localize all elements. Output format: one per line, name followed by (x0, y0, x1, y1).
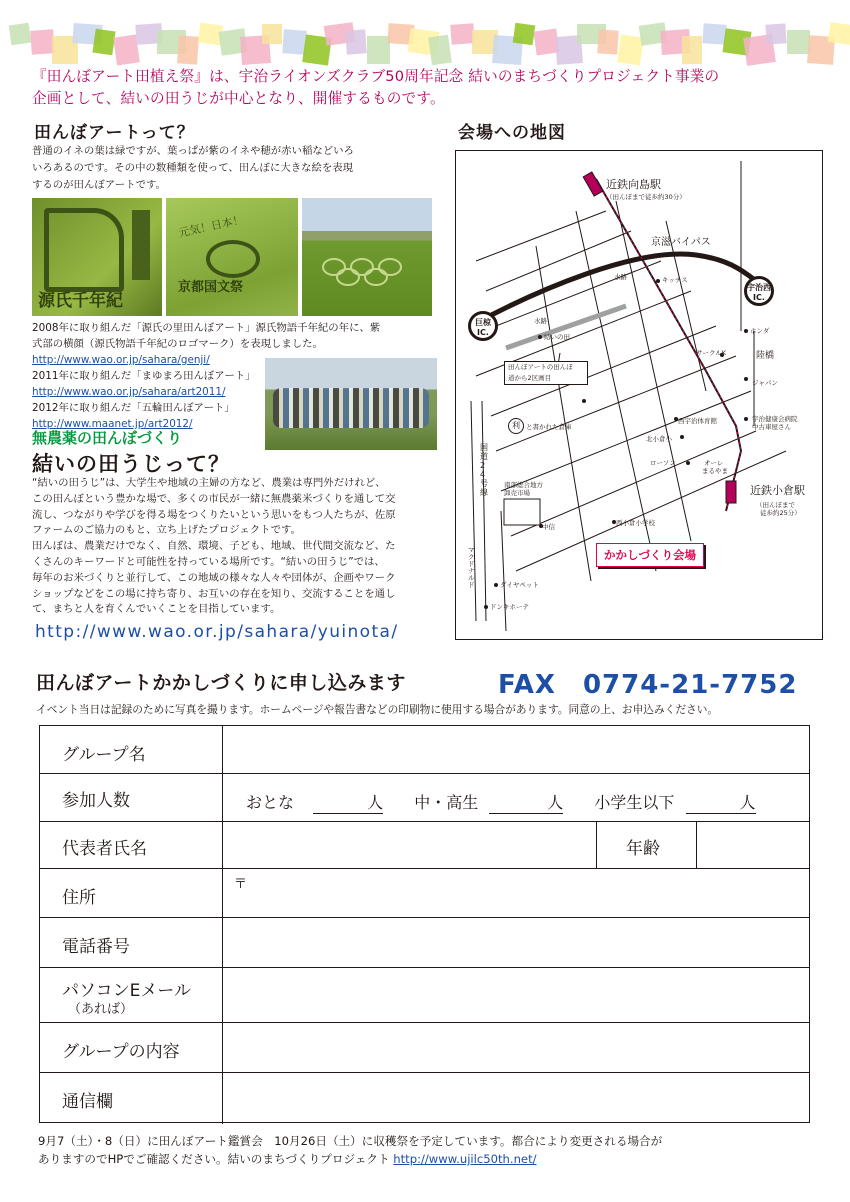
about-line-2: いろあるのです。その中の数種類を使って、田んぼに大きな絵を表現 (32, 162, 354, 174)
map-label-nishiogura-school: 西小倉小学校 (616, 519, 655, 527)
map-tanbo-callout (504, 361, 588, 385)
map-label-chushin: 中信 (542, 523, 555, 531)
decorative-square (828, 22, 850, 46)
map-label-ogura-sub-2: 徒歩約25分） (760, 509, 801, 517)
photo-genki-caption: 元気！日本！ (177, 213, 245, 240)
row-group-content (40, 1023, 809, 1073)
map-label-mcdonalds: マクドナルド (468, 546, 475, 589)
input-group-name[interactable] (224, 728, 807, 771)
about-line-1: 普通のイネの葉は緑ですが、葉っぱが紫のイネや穂が赤い稲などいろ (32, 145, 354, 157)
photo-consent-note: イベント当日は記録のために写真を撮ります。ホームページや報告書などの印刷物に使用する場合があります。同意の上、お申込みください。 (36, 703, 719, 716)
label-participants: 参加人数 (62, 791, 130, 811)
map-label-ogura-station: 近鉄小倉駅 (750, 484, 805, 497)
label-elementary: 小学生以下 (594, 793, 675, 812)
decorative-square (92, 29, 115, 56)
map-label-daiyavet: ダイヤペット (500, 581, 539, 589)
history-2008-cont: 式部の横顔（源氏物語千年紀のロゴマーク）を表現しました。 (32, 338, 323, 350)
map-label-overpass: 陸橋 (756, 351, 775, 361)
map-label-warehouse: と書かれた倉庫 (526, 423, 572, 431)
history-2011-link[interactable]: http://www.wao.or.jp/sahara/art2011/ (32, 386, 226, 398)
map-label-ujinishi-ic: 宇治西 IC. (747, 283, 771, 302)
history-2011: 2011年に取り組んだ「まゆまろ田んぼアート」 (32, 370, 256, 382)
input-email[interactable] (224, 970, 807, 1020)
label-middle-high: 中・高生 (414, 793, 479, 812)
map-tanbo-callout-2: 道から2区画目 (508, 374, 552, 382)
map-label-yuinota-field: 結いの田 (544, 333, 570, 341)
map-label-kitaogura-school: 北小倉小 (646, 435, 672, 443)
map-label-lawson: ローソン (650, 459, 676, 467)
decorative-square (597, 29, 619, 54)
map-label-circle-k: サークルK (696, 349, 727, 357)
decorative-square (513, 23, 536, 46)
label-email-optional: （あれば） (68, 1002, 134, 1017)
history-2008-link[interactable]: http://www.wao.or.jp/sahara/genji/ (32, 354, 210, 366)
input-address[interactable] (250, 871, 807, 915)
label-comment: 通信欄 (62, 1092, 113, 1112)
map-label-auru: オーレ (704, 459, 724, 467)
map-label-uji-hospital: 宇治健康会病院 (752, 415, 798, 423)
postal-mark: 〒 (234, 877, 248, 892)
label-group-content: グループの内容 (62, 1042, 180, 1062)
map-heading: 会場への地図 (458, 123, 566, 143)
yui-line: ファームのご協力のもと、立ち上げたプロジェクトです。 (32, 524, 301, 537)
yui-url-link[interactable]: http://www.wao.or.jp/sahara/yuinota/ (35, 622, 399, 642)
input-middle-high-count[interactable] (489, 790, 563, 814)
map-label-bypass: 京滋バイパス (651, 237, 711, 248)
map-label-waterway-2: 水路 (534, 317, 547, 325)
yui-line: 毎年のお米づくりと並行して、この地域の様々な人々や団体が、企画やワーク (32, 571, 396, 584)
history-2012-link[interactable]: http://www.maanet.jp/art2012/ (32, 418, 193, 430)
map-label-ogura-sub-1: （田んぼまで (756, 501, 795, 509)
intro-line-1: 『田んぼアート田植え祭』は、宇治ライオンズクラブ50周年記念 結いのまちづくりプロジェクト事業の (32, 68, 720, 85)
decorative-square (262, 24, 282, 44)
intro-line-2: 企画として、結いの田うじが中心となり、開催するものです。 (32, 90, 445, 107)
label-age: 年齢 (626, 839, 660, 859)
row-group-name (40, 726, 809, 774)
map-label-japan: ジャパン (752, 379, 778, 387)
unit-adult: 人 (367, 793, 384, 812)
decorative-square (345, 29, 367, 54)
yui-subtitle: 無農薬の田んぼづくり (32, 429, 183, 447)
photo-group (265, 358, 437, 450)
map-ujinishi-ic (744, 276, 774, 306)
yui-line: “結いの田うじ”は、大学生や地域の主婦の方など、農業は専門外だけれど、 (32, 477, 386, 489)
about-line-3: するのが田んぼアートです。 (32, 179, 166, 191)
row-comment (40, 1073, 809, 1124)
input-phone[interactable] (224, 920, 807, 965)
photo-kyoto-caption: 京都国文祭 (178, 280, 244, 295)
history-2008: 2008年に取り組んだ「源氏の里田んぼアート」源氏物語千年紀の年に、紫 (32, 322, 381, 334)
row-participants (40, 774, 809, 822)
map-label-honda: ホンダ (750, 327, 770, 335)
unit-elementary: 人 (739, 793, 756, 812)
footer-note (38, 1132, 662, 1168)
row-phone (40, 918, 809, 968)
row-email (40, 968, 809, 1023)
map-label-kitchens: キッチス (662, 276, 688, 284)
map-label-kojo-ic: 巨椋 IC. (475, 318, 491, 337)
footer-url-link[interactable]: http://www.ujilc50th.net/ (393, 1152, 537, 1166)
input-age[interactable] (698, 824, 807, 866)
application-form (39, 725, 810, 1123)
yui-line: 流し、つながりや学びを得る場をつくりたいという思いをもつ人たちが、佐原 (32, 508, 396, 521)
label-email: パソコンEメール (62, 981, 192, 1001)
participants-fields (246, 790, 756, 814)
row-representative (40, 822, 809, 869)
label-adult: おとな (246, 793, 295, 812)
input-comment[interactable] (224, 1075, 807, 1122)
about-text (32, 143, 442, 194)
yui-line: て、まちと人を育くんでいくことを目指しています。 (32, 603, 281, 616)
row-address (40, 869, 809, 918)
decorative-square (428, 35, 452, 66)
map-label-maruyama: まるやま (702, 467, 728, 475)
photo-kyoto-tanbo-art (166, 198, 298, 316)
map-label-used-car: 中古車屋さん (752, 423, 791, 431)
map-kojo-ic (468, 311, 498, 341)
yui-line: くさんのキーワードと可能性を持っている場所です。“結いの田うじ”では、 (32, 555, 385, 568)
yui-line: ショップなどをこの場に持ち寄り、お互いの存在を知り、交流することを通し (32, 587, 396, 600)
decorative-square (765, 23, 786, 44)
photo-genji-caption: 源氏千年紀 (38, 291, 123, 311)
decorative-square (177, 35, 199, 64)
input-elementary-count[interactable] (686, 790, 756, 814)
map-label-donki: ドンキホーテ (490, 603, 529, 611)
photo-genji-tanbo-art (32, 198, 162, 316)
footer-project: ありますのでHPでご確認ください。結いのまちづくりプロジェクト (38, 1152, 390, 1166)
footer-line-1: 9月7（土）・8（日）に田んぼアート鑑賞会 10月26日（土）に収穫祭を予定しています。都合により変更される場合が (38, 1134, 663, 1148)
access-map (455, 150, 823, 640)
map-label-waterway-1: 水路 (614, 273, 627, 281)
yui-heading: 結いの田うじって？ (32, 452, 230, 476)
label-address: 住所 (62, 888, 96, 908)
decorative-square (787, 30, 810, 54)
footer-line-2 (38, 1150, 662, 1168)
history-2012: 2012年に取り組んだ「五輪田んぼアート」 (32, 402, 235, 414)
yui-text (32, 476, 452, 618)
map-tanbo-callout-1: 田んぼアートの田んぼ (508, 363, 573, 371)
yui-line: この田んぼという豊かな場で、多くの市民が一緒に無農薬米づくりを通して交 (32, 492, 396, 505)
label-rep-name: 代表者氏名 (62, 839, 147, 859)
about-heading: 田んぼアートって？ (34, 123, 195, 143)
label-group-name: グループ名 (62, 745, 146, 765)
decorative-square (9, 23, 32, 46)
map-label-nishiuji-gym: 西宇治体育館 (678, 417, 717, 425)
photo-olympic-tanbo-art (302, 198, 432, 316)
intro-text (32, 66, 822, 110)
map-venue-label: かかしづくり会場 (596, 543, 704, 567)
map-label-mukaijima-sub: （田んぼまで徒歩約30分） (606, 193, 686, 201)
map-label-route24: 国道24号線 (480, 443, 488, 497)
decorative-square (682, 36, 702, 64)
map-label-market-2: 卸売市場 (504, 489, 530, 497)
fax-number: FAX 0774-21-7752 (498, 670, 798, 700)
input-adult-count[interactable] (313, 790, 383, 814)
map-toshi-mark: 利 (508, 418, 524, 434)
apply-title: 田んぼアートかかしづくりに申し込みます (36, 672, 406, 694)
input-rep-name[interactable] (224, 824, 594, 866)
label-phone: 電話番号 (62, 937, 130, 957)
input-group-content[interactable] (224, 1025, 807, 1070)
unit-middle-high: 人 (547, 793, 564, 812)
map-label-market-1: 南部総合地方 (504, 481, 543, 489)
yui-line: 田んぼは、農業だけでなく、自然、環境、子ども、地域、世代間交流など、た (32, 540, 396, 553)
map-label-mukaijima-station: 近鉄向島駅 (606, 178, 661, 191)
